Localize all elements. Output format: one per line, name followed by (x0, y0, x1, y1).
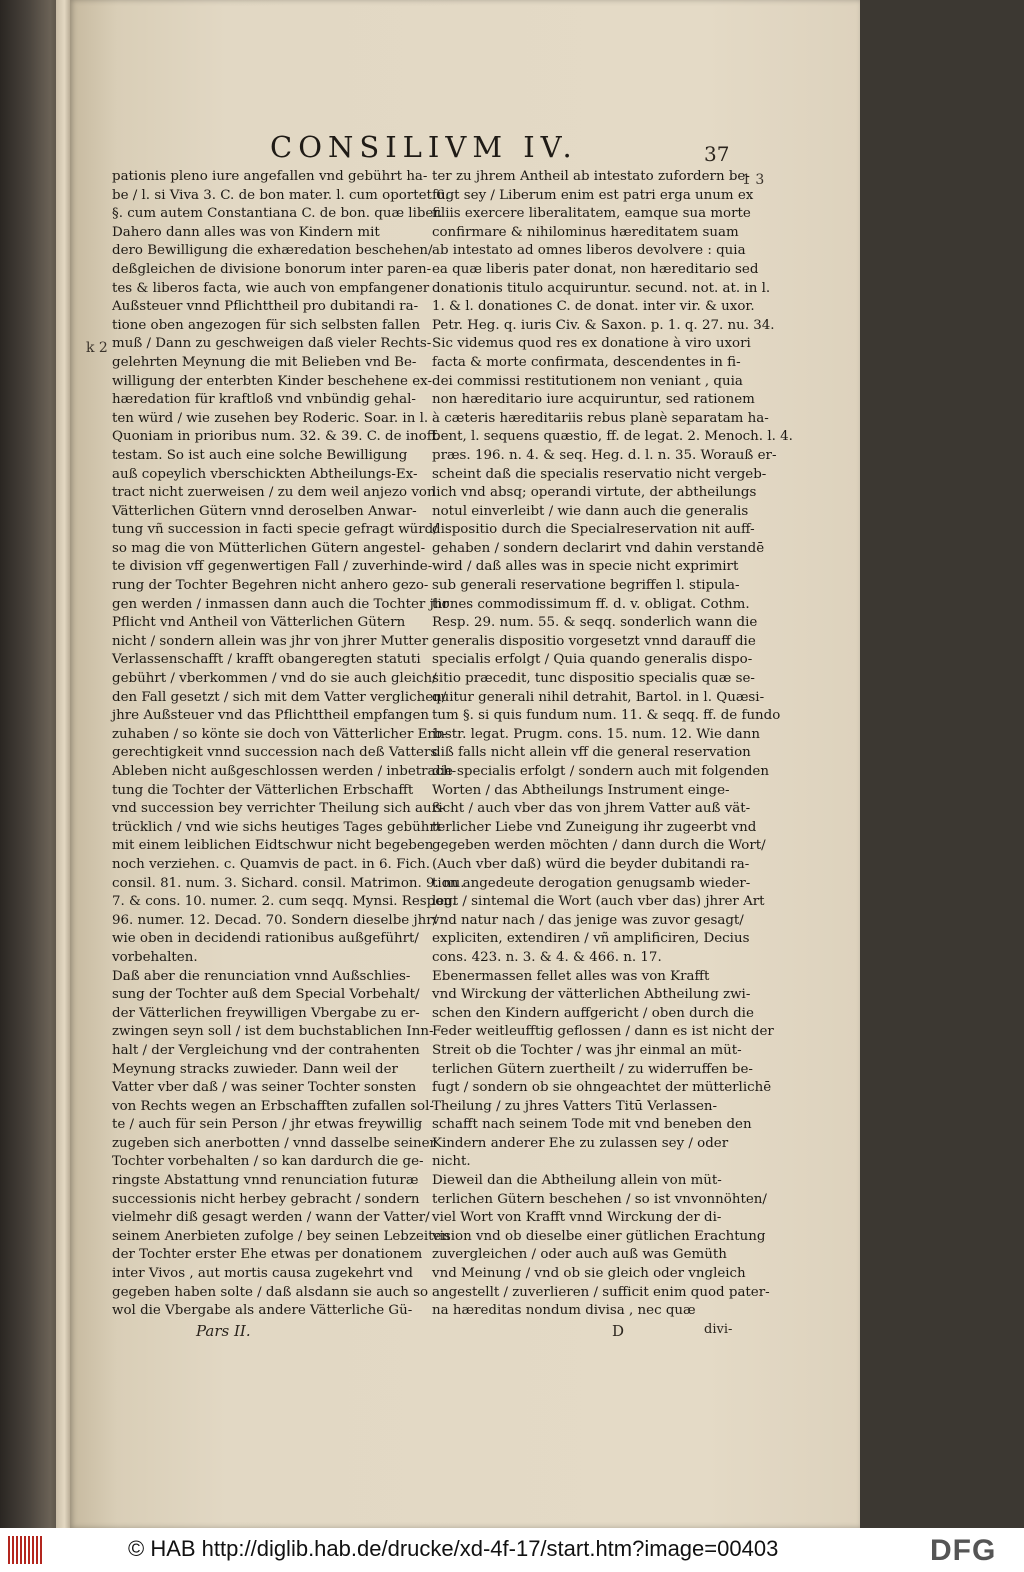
text-line: Dahero dann alles was von Kindern mit (112, 224, 380, 240)
text-line: sub generali reservatione begriffen l. stipula- (432, 578, 740, 594)
text-line: na hæreditas nondum divisa , nec quæ (432, 1303, 696, 1319)
text-line: von Rechts wegen an Erbschafften zufallen sol- (112, 1098, 434, 1114)
text-line: die specialis erfolgt / sondern auch mit folgenden (432, 764, 769, 779)
text-line: ab intestato ad omnes liberos devolvere : quia (432, 243, 746, 259)
text-column-left (112, 168, 465, 1321)
text-line: zwingen seyn soll / ist dem buchstablichen Inn- (112, 1024, 434, 1040)
text-line: ringste Abstattung vnnd renunciation futuræ (112, 1173, 419, 1189)
text-line: 1. & l. donationes C. de donat. inter vir. & uxor. (432, 299, 755, 315)
text-line: præs. 196. n. 4. & seq. Heg. d. l. n. 35. Worauß er- (432, 447, 777, 463)
text-line: halt / der Vergleichung vnd der contrahenten (112, 1042, 420, 1058)
page-number: 37 (704, 142, 730, 166)
text-line: der Tochter erster Ehe etwas per donationem (112, 1247, 423, 1263)
text-line: trücklich / vnd wie sichs heutiges Tages gebührt (112, 819, 442, 835)
text-line: der Vätterlichen freywilligen Vbergabe zu er- (112, 1005, 420, 1021)
text-line: zuhaben / so könte sie doch von Vätterlicher Erb- (112, 726, 447, 742)
text-line: so mag die von Mütterlichen Gütern angestel- (112, 540, 426, 556)
text-line: mit einem leiblichen Eidtschwur nicht begeben (112, 838, 434, 854)
text-line: vnd natur nach / das jenige was zuvor gesagt/ (432, 912, 744, 928)
margin-note-left: k 2 (86, 340, 108, 356)
text-line: pationis pleno iure angefallen vnd gebührt ha- (112, 169, 428, 184)
text-line: Daß aber die renunciation vnnd Außschlies- (112, 968, 411, 984)
text-line: tes & liberos facta, wie auch von empfangener (112, 280, 430, 296)
text-line: dei commissi restitutionem non veniant , quia (432, 373, 743, 389)
text-line: notul einverleibt / wie dann auch die generalis (432, 503, 749, 519)
text-line: viel Wort von Krafft vnnd Wirckung der di- (432, 1210, 722, 1226)
text-line: tung vñ succession in facti specie gefragt würd/ (112, 522, 438, 538)
text-line: vnd Meinung / vnd ob sie gleich oder vngleich (432, 1266, 746, 1282)
text-line: §. cum autem Constantiana C. de bon. quæ liber. (112, 206, 443, 222)
text-line: sung der Tochter auß dem Special Vorbehalt/ (112, 987, 420, 1003)
text-line: ter zu jhrem Antheil ab intestato zufordern be- (432, 169, 750, 184)
source-url[interactable]: © HAB http://diglib.hab.de/drucke/xd-4f-17/start.htm?image=00403 (128, 1536, 779, 1561)
text-line: fugt / sondern ob sie ohngeachtet der mütterlichē (432, 1080, 772, 1096)
text-line: auß copeylich vberschickten Abtheilungs-Ex- (112, 466, 418, 482)
text-line: tum §. si quis fundum num. 11. & seqq. ff. de fundo (432, 708, 781, 724)
text-line: fugt sey / Liberum enim est patri erga unum ex (432, 187, 754, 203)
text-line: successionis nicht herbey gebracht / sondern (112, 1191, 420, 1207)
text-line: richt / auch vber das von jhrem Vatter auß vät- (432, 801, 751, 817)
text-line: Theilung / zu jhres Vatters Titū Verlassen- (432, 1098, 718, 1114)
text-line: 96. numer. 12. Decad. 70. Sondern dieselbe jhr/ (112, 912, 438, 928)
text-line: zuvergleichen / oder auch auß was Gemüth (432, 1247, 727, 1263)
text-line: wol die Vbergabe als andere Vätterliche Gü- (112, 1303, 413, 1319)
text-line: facta & morte confirmata, descendentes in fi- (432, 354, 741, 370)
margin-note-right: 1 3 (742, 172, 765, 188)
text-line: tiones commodissimum ff. d. v. obligat. Cothm. (432, 596, 750, 612)
text-line: tung die Tochter der Vätterlichen Erbschafft (112, 782, 414, 798)
text-line: wird / daß alles was in specie nicht exprimirt (432, 559, 739, 575)
text-line: instr. legat. Prugm. cons. 15. num. 12. Wie dann (432, 726, 761, 742)
text-line: confirmare & nihilominus hæreditatem suam (432, 224, 739, 240)
text-line: tion angedeute derogation genugsamb wieder- (432, 875, 751, 891)
text-line: tract nicht zuerweisen / zu dem weil anjezo von (112, 485, 436, 501)
text-line: angestellt / zuverlieren / sufficit enim quod pater- (432, 1284, 770, 1300)
text-line: gegeben werden möchten / dann durch die Wort/ (432, 838, 766, 854)
text-line: Ableben nicht außgeschlossen werden / inbetrach- (112, 764, 457, 779)
text-line: scheint daß die specialis reservatio nicht vergeb- (432, 466, 767, 482)
text-line: Sic videmus quod res ex donatione à viro uxori (432, 336, 751, 352)
text-line: vielmehr diß gesagt werden / wann der Vatter/ (112, 1210, 430, 1226)
text-line: Verlassenschafft / krafft obangeregten statuti (112, 652, 421, 668)
text-line: donationis titulo acquiruntur. secund. not. at. in l. (432, 280, 771, 296)
text-line: gelehrten Meynung die mit Belieben vnd Be- (112, 354, 417, 370)
text-line: terlichen Gütern beschehen / so ist vnvonnöhten/ (432, 1191, 767, 1207)
text-line: ten würd / wie zusehen bey Roderic. Soar. in l. (112, 410, 429, 426)
text-line: (Auch vber daß) würd die beyder dubitandi ra- (432, 856, 750, 872)
text-line: noch verziehen. c. Quamvis de pact. in 6. Fich. (112, 856, 431, 872)
text-line: bent, l. sequens quæstio, ff. de legat. 2. Menoch. l. 4. (432, 429, 793, 445)
text-line: schafft nach seinem Tode mit vnd beneben den (432, 1117, 752, 1133)
text-line: ea quæ liberis pater donat, non hæreditario sed (432, 261, 759, 277)
text-line: gehaben / sondern declarirt vnd dahin verstandē (432, 540, 765, 556)
catchword: divi- (704, 1322, 733, 1337)
text-line: muß / Dann zu geschweigen daß vieler Rechts- (112, 336, 432, 352)
text-line: dero Bewilligung die exhæredation beschehen/ (112, 243, 433, 259)
text-line: vnd Wirckung der vätterlichen Abtheilung zwi- (432, 987, 751, 1003)
text-line: vision vnd ob dieselbe einer gütlichen Erachtung (432, 1228, 766, 1244)
text-line: gerechtigkeit vnnd succession nach deß Vatters (112, 745, 438, 761)
text-line: Tochter vorbehalten / so kan dardurch die ge- (112, 1154, 424, 1170)
text-line: Ebenermassen fellet alles was von Krafft (432, 968, 710, 984)
scan-background (860, 0, 1024, 1528)
text-line: Dieweil dan die Abtheilung allein von müt- (432, 1173, 722, 1189)
text-line: Quoniam in prioribus num. 32. & 39. C. de inoff. (112, 429, 441, 445)
text-line: Vatter vber daß / was seiner Tochter sonsten (112, 1080, 417, 1096)
text-line: willigung der enterbten Kinder beschehene ex- (112, 373, 433, 389)
part-marker: Pars II. (196, 1322, 251, 1340)
text-line: vorbehalten. (112, 949, 198, 965)
text-line: generalis dispositio vorgesetzt vnnd darauff die (432, 633, 756, 649)
text-line: consil. 81. num. 3. Sichard. consil. Matrimon. 9. nu. (112, 875, 465, 891)
text-line: be / l. si Viva 3. C. de bon mater. l. cum oportet 6. (112, 187, 449, 203)
text-line: Petr. Heg. q. iuris Civ. & Saxon. p. 1. q. 27. nu. 34. (432, 317, 775, 333)
text-line: Pflicht vnd Antheil von Vätterlichen Gütern (112, 615, 406, 631)
text-line: nicht. (432, 1154, 471, 1170)
text-line: terlicher Liebe vnd Zuneigung ihr zugeerbt vnd (432, 819, 757, 835)
text-line: quitur generali nihil detrahit, Bartol. in l. Quæsi- (432, 689, 765, 705)
page-heading: CONSILIVM IV. (270, 130, 578, 164)
signature-mark: D (612, 1322, 625, 1340)
text-line: seinem Anerbieten zufolge / bey seinen Lebzeiten (112, 1228, 451, 1244)
text-line: gebührt / vberkommen / vnd do sie auch gleich/ (112, 671, 437, 687)
text-line: rung der Tochter Begehren nicht anhero gezo- (112, 578, 429, 594)
text-line: non hæreditario iure acquiruntur, sed rationem (432, 392, 755, 408)
text-line: 7. & cons. 10. numer. 2. cum seqq. Mynsi. Respon. (112, 894, 457, 910)
viewer-footer (0, 1528, 1024, 1572)
text-line: schen den Kindern auffgericht / oben durch die (432, 1005, 754, 1021)
text-line: à cæteris hæreditariis rebus planè separatam ha- (432, 410, 769, 426)
text-line: zugeben sich anerbotten / vnnd dasselbe seiner (112, 1135, 436, 1151)
text-line: terlichen Gütern zuertheilt / zu widerruffen be- (432, 1061, 753, 1077)
text-line: gegeben haben solte / daß alsdann sie auch so (112, 1284, 429, 1300)
text-line: Vätterlichen Gütern vnnd deroselben Anwar- (112, 503, 417, 519)
text-line: sitio præcedit, tunc dispositio specialis quæ se- (432, 671, 755, 687)
text-line: Kindern anderer Ehe zu zulassen sey / oder (432, 1135, 729, 1151)
dfg-logo: DFG (930, 1534, 997, 1567)
hab-logo-icon (8, 1536, 44, 1564)
text-line: lich vnd absq; operandi virtute, der abtheilungs (432, 485, 757, 501)
text-line: tione oben angezogen für sich selbsten fallen (112, 317, 421, 333)
page-stack-edge (56, 0, 70, 1528)
text-line: te / auch für sein Person / jhr etwas freywillig (112, 1117, 423, 1133)
text-line: hæredation für kraftloß vnd vnbündig gehal- (112, 392, 416, 408)
text-line: te division vff gegenwertigen Fall / zuverhinde- (112, 559, 433, 575)
text-line: nicht / sondern allein was jhr von jhrer Mutter (112, 633, 429, 649)
text-line: deßgleichen de divisione bonorum inter paren- (112, 261, 432, 277)
text-line: expliciten, extendiren / vñ amplificiren, Decius (432, 931, 750, 947)
text-line: legt / sintemal die Wort (auch vber das) jhrer Art (432, 894, 765, 910)
text-line: inter Vivos , aut mortis causa zugekehrt vnd (112, 1266, 413, 1282)
text-line: jhre Außsteuer vnd das Pflichttheil empfangen (112, 708, 430, 724)
text-line: filiis exercere liberalitatem, eamque sua morte (432, 206, 751, 222)
text-line: wie oben in decidendi rationibus außgeführt/ (112, 931, 419, 947)
text-line: den Fall gesetzt / sich mit dem Vatter verglichen/ (112, 689, 447, 705)
text-line: Streit ob die Tochter / was jhr einmal an müt- (432, 1042, 742, 1058)
text-line: specialis erfolgt / Quia quando generalis dispo- (432, 652, 753, 668)
text-line: vnd succession bey verrichter Theilung sich auß- (112, 801, 446, 817)
text-line: diß falls nicht allein vff die general reservation (432, 745, 751, 761)
text-line: Feder weitleufftig geflossen / dann es ist nicht der (432, 1024, 774, 1040)
text-line: Außsteuer vnnd Pflichttheil pro dubitandi ra- (112, 299, 419, 315)
text-line: dispositio durch die Specialreservation nit auff- (432, 522, 755, 538)
text-line: Worten / das Abtheilungs Instrument einge- (432, 782, 730, 798)
text-line: cons. 423. n. 3. & 4. & 466. n. 17. (432, 949, 662, 965)
text-line: Resp. 29. num. 55. & seqq. sonderlich wann die (432, 615, 758, 631)
text-line: gen werden / inmassen dann auch die Tochter jhr (112, 596, 449, 612)
text-line: testam. So ist auch eine solche Bewilligung (112, 447, 408, 463)
text-line: Meynung stracks zuwieder. Dann weil der (112, 1061, 398, 1077)
